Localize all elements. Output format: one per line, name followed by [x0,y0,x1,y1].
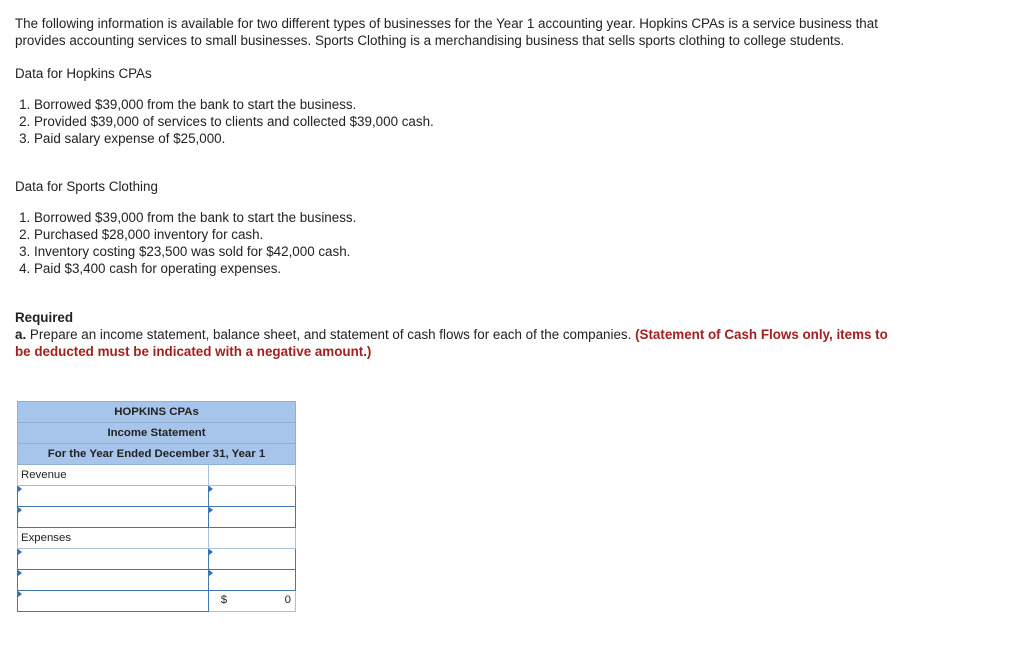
list-item: 2. Provided $39,000 of services to clients and collected $39,000 cash. [34,113,895,130]
list-item: 3. Paid salary expense of $25,000. [34,130,895,147]
list-item: 2. Purchased $28,000 inventory for cash. [34,226,895,243]
intro-paragraph: The following information is available for two different types of businesses for the Year 1 accounting year. Hopkins CPAs is a service business that provides accounting services to small businesses. Sports Clothing is a merchandising business that sells sports clothing to college students. [15,16,878,48]
sports-data-title: Data for Sports Clothing [15,179,158,194]
income-statement-table [17,401,296,612]
total-amount-cell [208,591,295,612]
empty-cell [208,528,295,549]
dropdown-marker-icon [18,591,22,597]
dropdown-marker-icon [209,570,213,576]
empty-cell [208,465,295,486]
required-heading: Required [15,310,74,325]
sports-data-list [15,209,895,277]
statement-title: Income Statement [18,423,296,444]
dropdown-marker-icon [209,486,213,492]
required-note: (Statement of Cash Flows only, items to be deducted must be indicated with a negative amount.) [15,327,888,359]
list-item: 3. Inventory costing $23,500 was sold for $42,000 cash. [34,243,895,260]
dropdown-marker-icon [18,549,22,555]
required-instruction [15,326,895,360]
hopkins-data-list [15,96,895,147]
dropdown-marker-icon [18,507,22,513]
total-amount-value: 0 [284,594,291,606]
expense-amount-input[interactable] [208,570,295,591]
list-item: 1. Borrowed $39,000 from the bank to start the business. [34,209,895,226]
expense-account-input[interactable] [18,570,209,591]
dropdown-marker-icon [18,486,22,492]
required-letter: a. [15,327,27,342]
hopkins-data-title: Data for Hopkins CPAs [15,66,152,81]
dropdown-marker-icon [209,549,213,555]
list-item: 1. Borrowed $39,000 from the bank to start the business. [34,96,895,113]
dropdown-marker-icon [18,570,22,576]
dropdown-marker-icon [209,507,213,513]
currency-symbol: $ [220,594,228,606]
statement-period: For the Year Ended December 31, Year 1 [18,444,296,465]
revenue-amount-input[interactable] [208,507,295,528]
expenses-label: Expenses [18,528,209,549]
required-text: Prepare an income statement, balance sheet, and statement of cash flows for each of the companies. [29,327,632,342]
revenue-amount-input[interactable] [208,486,295,507]
problem-content [15,15,895,360]
revenue-account-input[interactable] [18,507,209,528]
revenue-label: Revenue [18,465,209,486]
expense-account-input[interactable] [18,549,209,570]
statement-company-name: HOPKINS CPAs [18,402,296,423]
expense-amount-input[interactable] [208,549,295,570]
list-item: 4. Paid $3,400 cash for operating expenses. [34,260,895,277]
total-account-input[interactable] [18,591,209,612]
revenue-account-input[interactable] [18,486,209,507]
